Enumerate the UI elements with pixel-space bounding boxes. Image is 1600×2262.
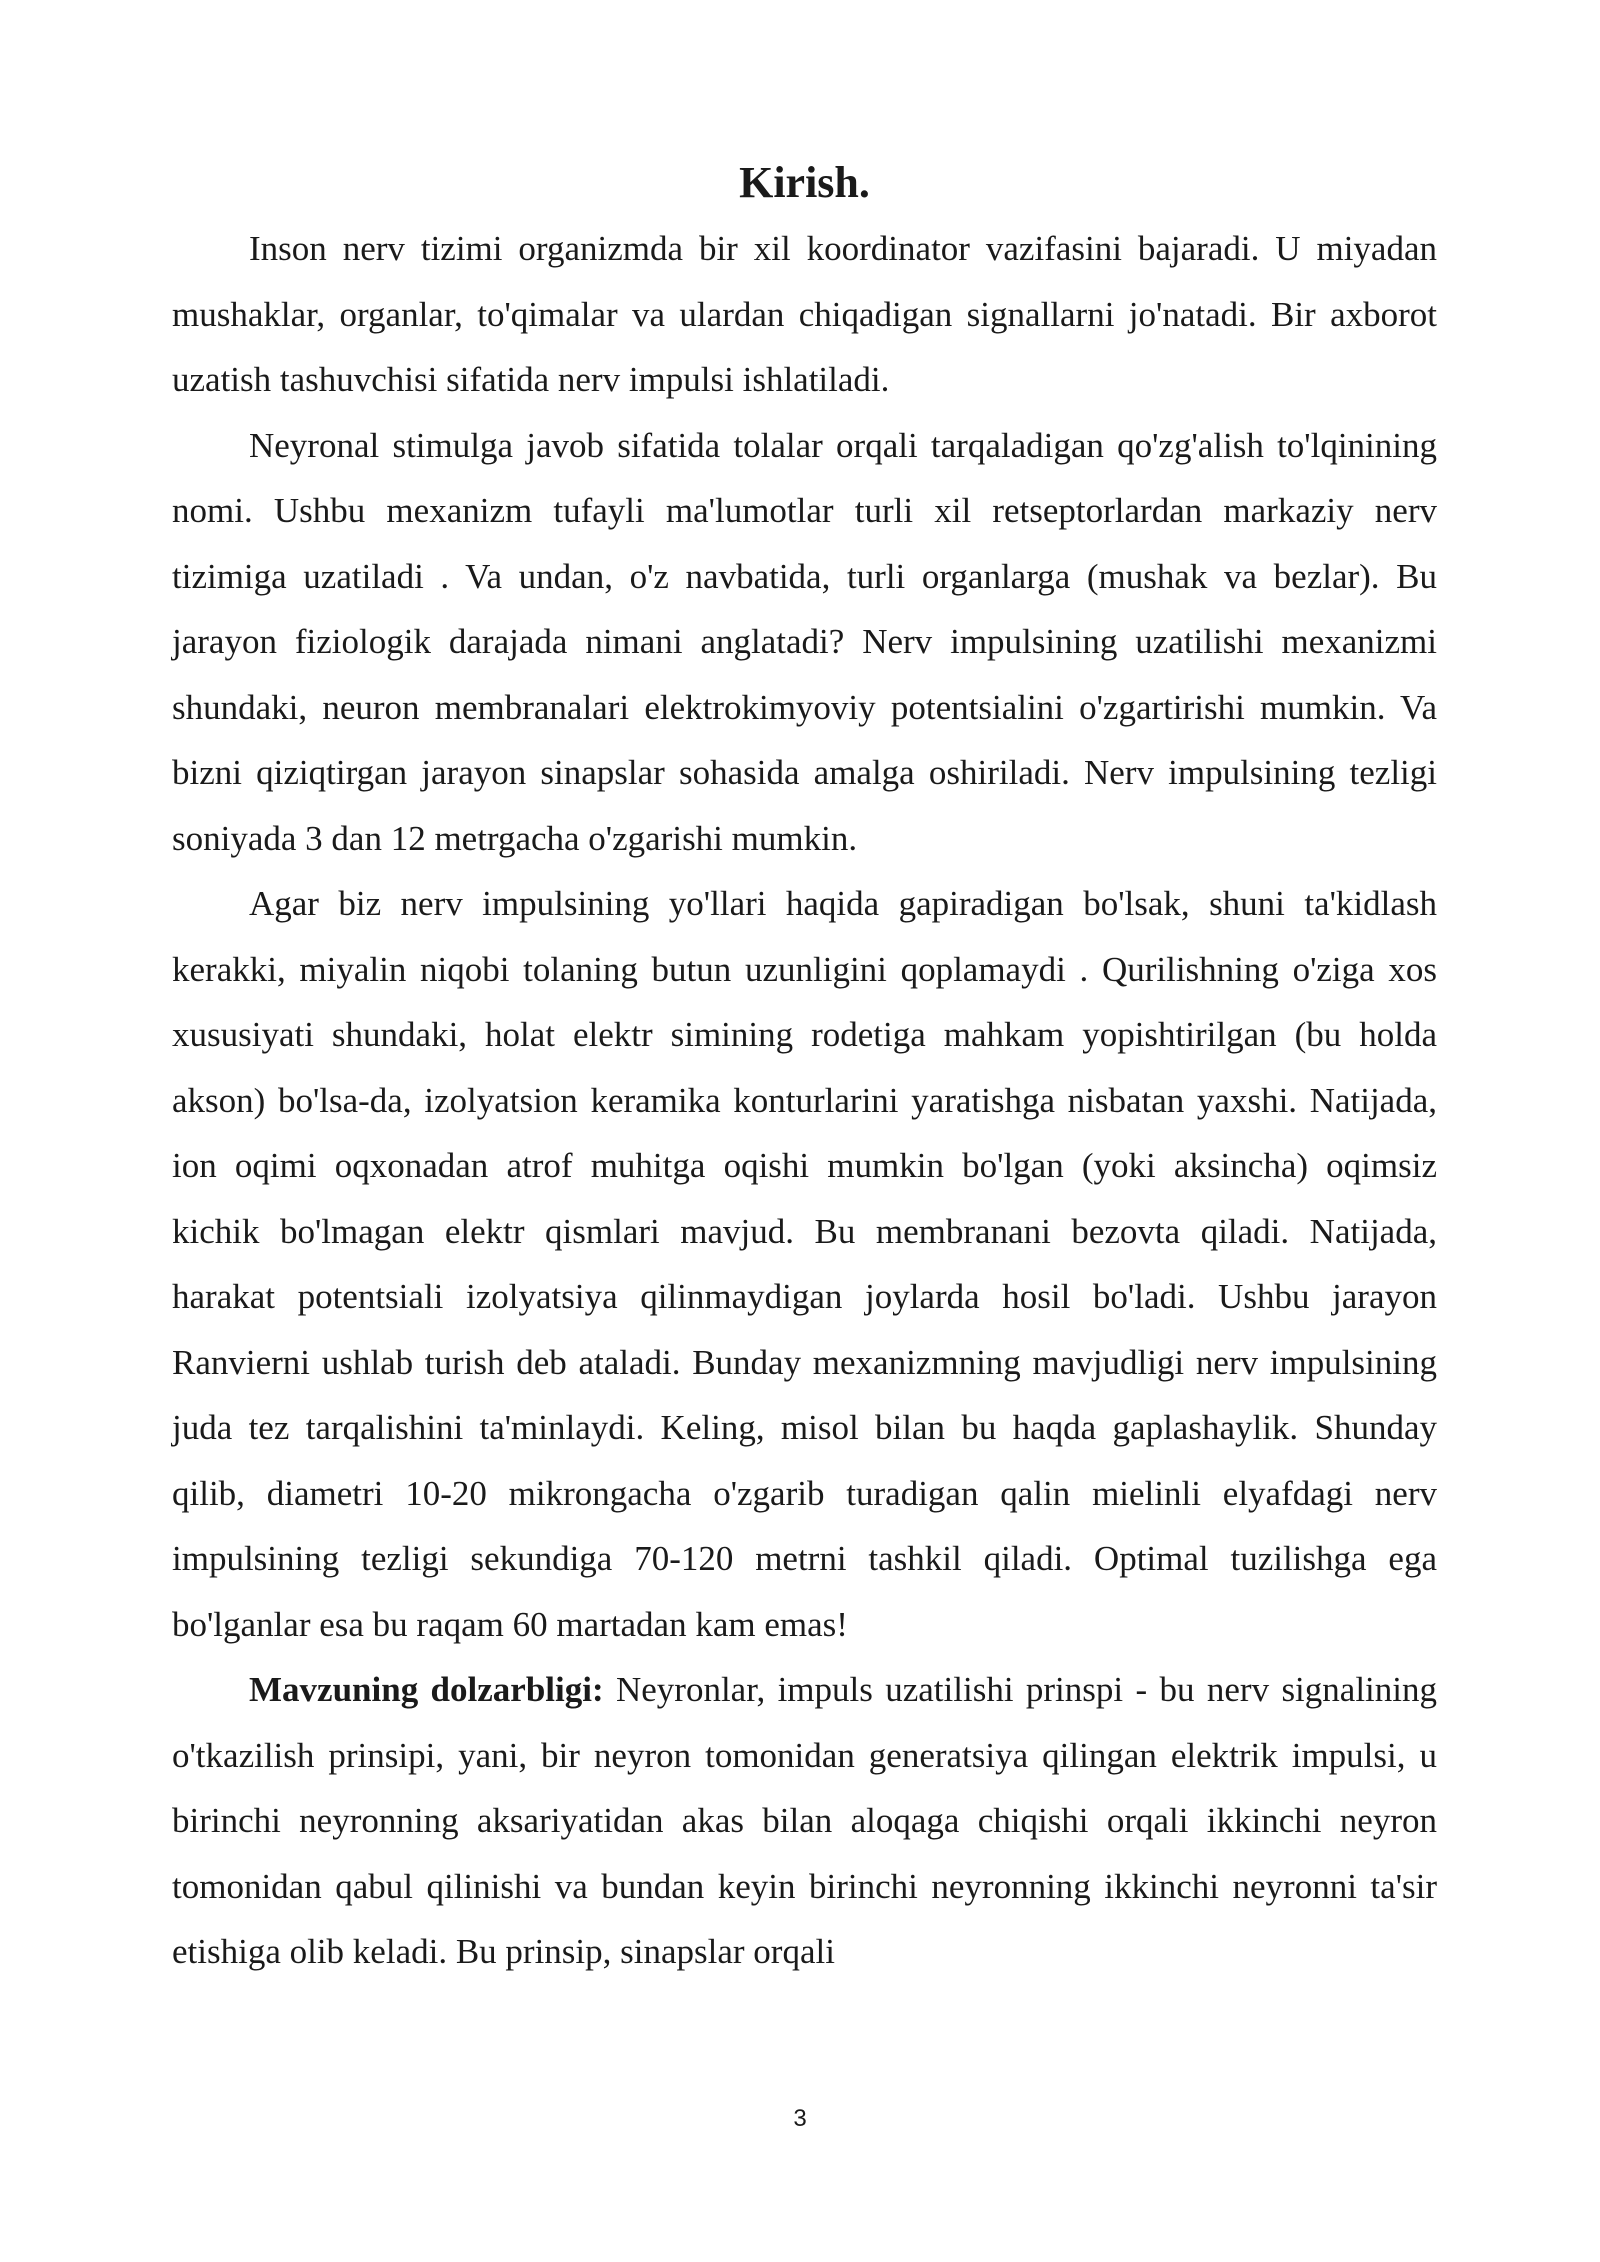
paragraph-relevance	[172, 1657, 1437, 1985]
paragraph-text: Inson nerv tizimi organizmda bir xil koordinator vazifasini bajaradi. U miyadan mushaklar, organlar, to'qimalar va ulardan chiqadigan signallarni jo'natadi. Bir axborot uzatish tashuvchisi sifatida nerv impulsi ishlatiladi.	[172, 229, 1437, 399]
paragraph-text: Neyronlar, impuls uzatilishi prinspi - bu nerv signalining o'tkazilish prinsipi, yani, bir neyron tomonidan generatsiya qilingan elektrik impulsi, u birinchi neyronning aksariyatidan akas bilan aloqaga chiqishi orqali ikkinchi neyron tomonidan qabul qilinishi va bundan keyin birinchi neyronning ikkinchi neyronni ta'sir etishiga olib keladi. Bu prinsip, sinapslar orqali	[172, 1670, 1437, 1971]
page-title: Kirish.	[739, 158, 870, 207]
paragraph-text: Agar biz nerv impulsining yo'llari haqida gapiradigan bo'lsak, shuni ta'kidlash kerakki, miyalin niqobi tolaning butun uzunligini qoplamaydi . Qurilishning o'ziga xos xususiyati shundaki, holat elektr simining rodetiga mahkam yopishtirilgan (bu holda akson) bo'lsa-da, izolyatsion keramika konturlarini yaratishga nisbatan yaxshi. Natijada, ion oqimi oqxonadan atrof muhitga oqishi mumkin bo'lgan (yoki aksincha) oqimsiz kichik bo'lmagan elektr qismlari mavjud. Bu membranani bezovta qiladi. Natijada, harakat potentsiali izolyatsiya qilinmaydigan joylarda hosil bo'ladi. Ushbu jarayon Ranvierni ushlab turish deb ataladi. Bunday mexanizmning mavjudligi nerv impulsining juda tez tarqalishini ta'minlaydi. Keling, misol bilan bu haqda gaplashaylik. Shunday qilib, diametri 10-20 mikrongacha o'zgarib turadigan qalin mielinli elyafdagi nerv impulsining tezligi sekundiga 70-120 metrni tashkil qiladi. Optimal tuzilishga ega bo'lganlar esa bu raqam 60 martadan kam emas!	[172, 884, 1437, 1644]
paragraph-myelin	[172, 871, 1437, 1657]
paragraph-lead-bold: Mavzuning dolzarbligi:	[249, 1670, 604, 1709]
paragraph-intro	[172, 216, 1437, 413]
paragraph-nerve-impulse	[172, 413, 1437, 872]
page-number: 3	[793, 2105, 807, 2132]
page-body	[172, 150, 1437, 1985]
paragraph-text: Neyronal stimulga javob sifatida tolalar orqali tarqaladigan qo'zg'alish to'lqinining nomi. Ushbu mexanizm tufayli ma'lumotlar turli xil retseptorlardan markaziy nerv tizimiga uzatiladi . Va undan, o'z navbatida, turli organlarga (mushak va bezlar). Bu jarayon fiziologik darajada nimani anglatadi? Nerv impulsining uzatilishi mexanizmi shundaki, neuron membranalari elektrokimyoviy potentsialini o'zgartirishi mumkin. Va bizni qiziqtirgan jarayon sinapslar sohasida amalga oshiriladi. Nerv impulsining tezligi soniyada 3 dan 12 metrgacha o'zgarishi mumkin.	[172, 425, 1437, 858]
